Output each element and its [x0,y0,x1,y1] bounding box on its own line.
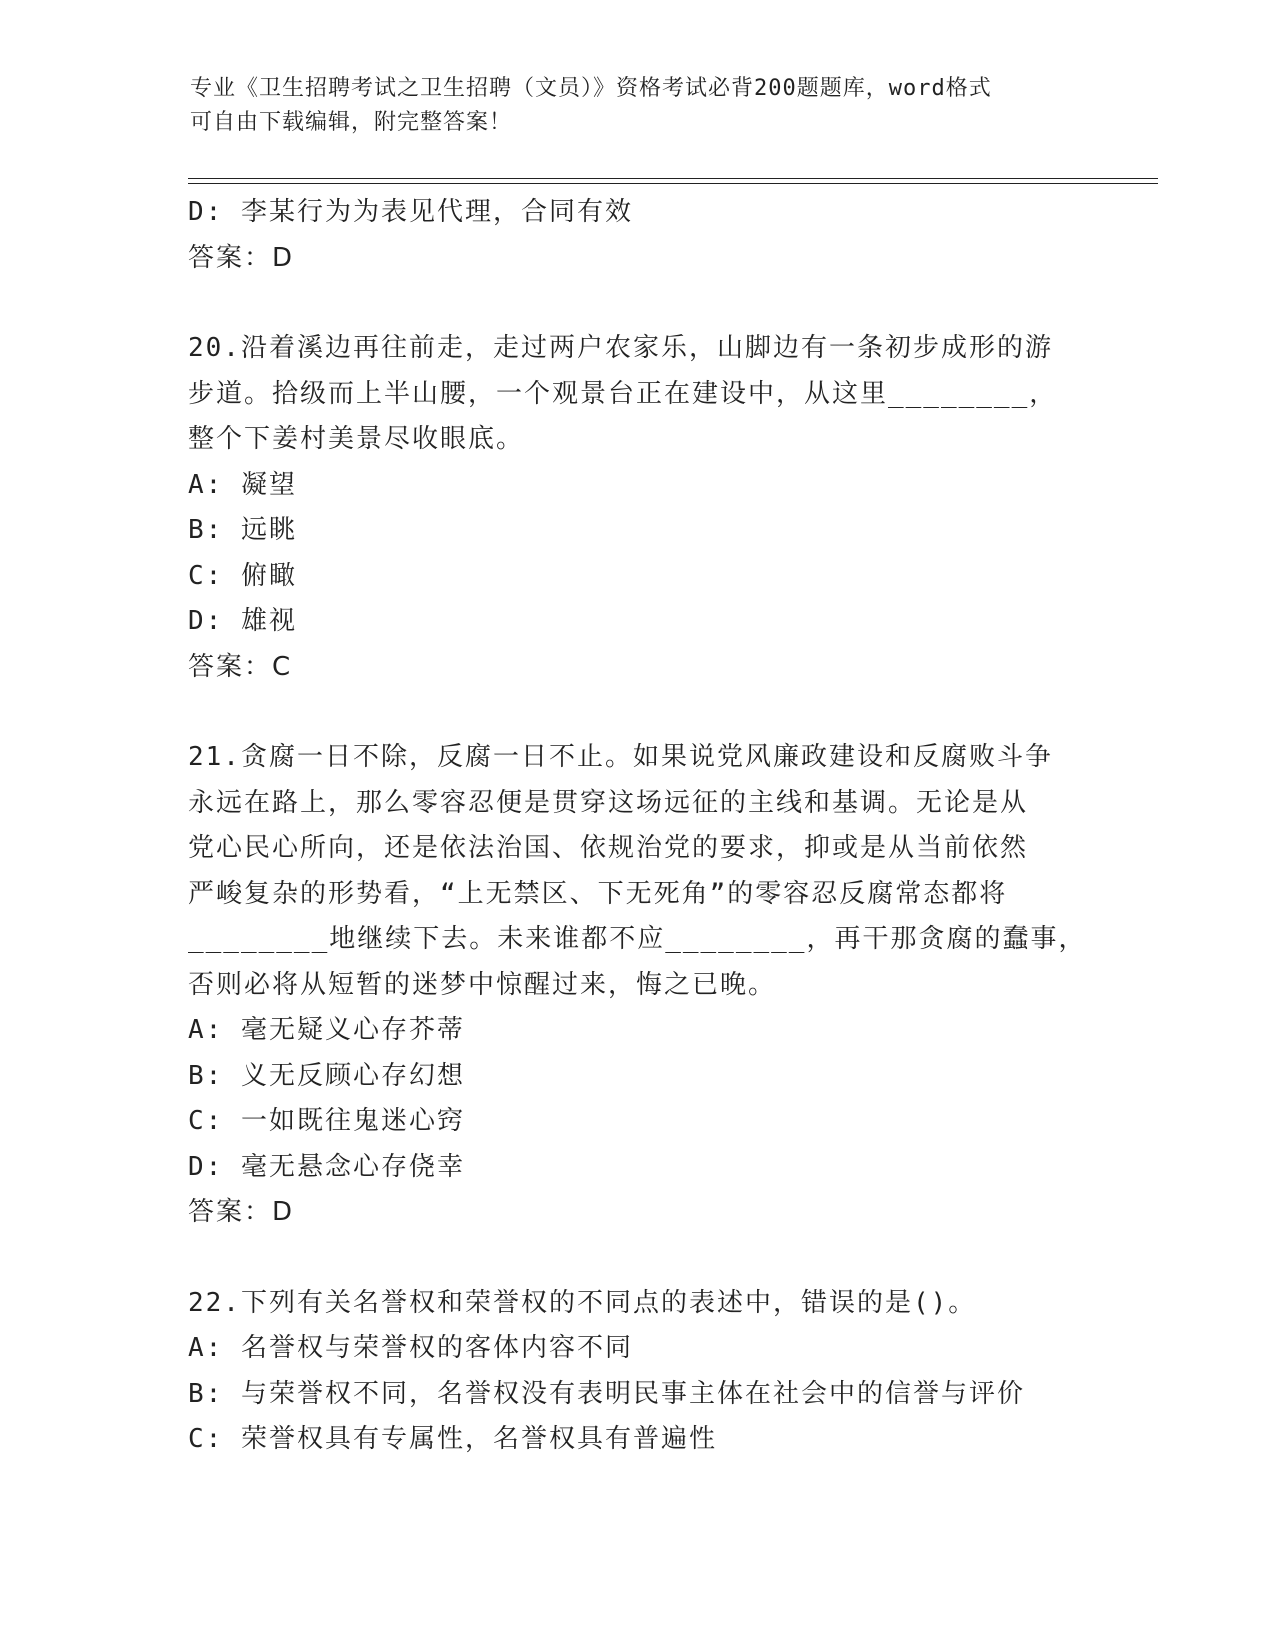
q19-answer: 答案：D [188,242,295,273]
q22-option-c: C: 荣誉权具有专属性，名誉权具有普遍性 [188,1424,717,1454]
spacer [188,281,1088,326]
question-content [188,190,1088,1463]
q22-option-b: B: 与荣誉权不同，名誉权没有表明民事主体在社会中的信誉与评价 [188,1378,1025,1409]
q22-stem-line: 22.下列有关名誉权和荣誉权的不同点的表述中，错误的是()。 [188,1287,977,1318]
q21-option-a: A: 毫无疑义心存芥蒂 [188,1015,465,1045]
q20-stem-line: 20.沿着溪边再往前走，走过两户农家乐，山脚边有一条初步成形的游 [188,333,1053,363]
q21-stem-line: 严峻复杂的形势看，“上无禁区、下无死角”的零容忍反腐常态都将 [188,878,1008,909]
q21-stem-line: ________地继续下去。未来谁都不应________，再干那贪腐的蠢事， [188,924,1087,954]
header-title-line-2: 可自由下载编辑，附完整答案！ [190,110,513,135]
document-header [190,72,1070,140]
q20-option-a: A: 凝望 [188,469,297,500]
q21-stem-line: 21.贪腐一日不除，反腐一日不止。如果说党风廉政建设和反腐败斗争 [188,742,1053,772]
q20-option-c: C: 俯瞰 [188,560,297,591]
q20-option-b: B: 远眺 [188,515,297,545]
spacer [188,690,1088,735]
header-title-line-1: 专业《卫生招聘考试之卫生招聘（文员）》资格考试必背200题题库，word格式 [190,76,992,101]
question-20 [188,326,1088,690]
q21-option-c: C: 一如既往鬼迷心窍 [188,1106,465,1136]
q20-option-d: D: 雄视 [188,606,297,636]
q21-stem-line: 否则必将从短暂的迷梦中惊醒过来，悔之已晚。 [188,969,777,1000]
q21-stem-line: 永远在路上，那么零容忍便是贯穿这场远征的主线和基调。无论是从 [188,787,1029,818]
q20-stem-line: 整个下姜村美景尽收眼底。 [188,424,525,454]
q21-answer: 答案：D [188,1197,295,1227]
q22-option-a: A: 名誉权与荣誉权的客体内容不同 [188,1333,633,1363]
header-divider-top [188,178,1158,179]
q21-option-b: B: 义无反顾心存幻想 [188,1060,465,1091]
q20-stem-line: 步道。拾级而上半山腰，一个观景台正在建设中，从这里________， [188,378,1058,409]
spacer [188,1236,1088,1281]
q21-stem-line: 党心民心所向，还是依法治国、依规治党的要求，抑或是从当前依然 [188,833,1029,863]
q21-option-d: D: 毫无悬念心存侥幸 [188,1151,465,1182]
question-21 [188,735,1088,1236]
q19-option-d: D: 李某行为为表见代理，合同有效 [188,197,633,227]
header-divider-bottom [188,183,1158,184]
q20-answer: 答案：C [188,651,293,682]
question-22 [188,1281,1088,1463]
